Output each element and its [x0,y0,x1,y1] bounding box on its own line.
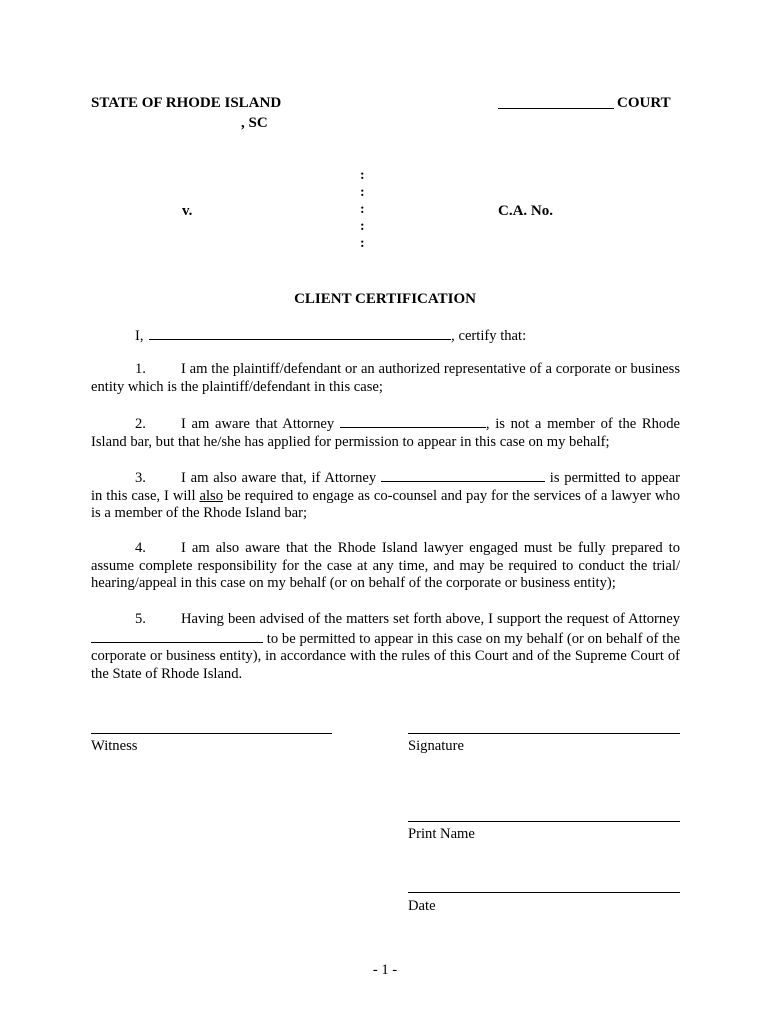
paragraph-number: 4. [135,540,146,556]
intro-prefix: I, [135,328,144,344]
caption-colon: : [360,202,365,217]
paragraph-text-middle: is permitted to appear in this case, I will [91,470,680,504]
print-name-line[interactable] [408,821,680,822]
paragraph-text-after: , is not a member of the Rhode Island bar, but that he/she has applied for permission to appear in this case on my behalf; [91,416,681,450]
underlined-word: also [199,487,223,504]
paragraph-text-after: be required to engage as co-counsel and pay for the services of a lawyer who is a member of the Rhode Island bar; [91,487,681,522]
paragraph-number: 2. [135,416,146,432]
paragraph-number: 3. [135,470,146,486]
paragraph-1 [91,361,680,396]
attorney-label: Attorney [628,611,680,627]
witness-label: Witness [91,738,138,754]
state-heading: STATE OF RHODE ISLAND [91,95,282,111]
court-name-blank[interactable] [498,94,614,109]
client-signature-line[interactable] [408,733,680,734]
caption-colon: : [360,219,365,234]
court-label: COURT [617,95,671,111]
intro-line [135,326,526,345]
date-label: Date [408,898,436,914]
paragraph-text-after: to be permitted to appear in this case on my behalf (or on behalf of the corporate or business entity), in accordance with the rules of this Court and of the Supreme Court of the State of Rhode Island. [91,630,680,682]
attorney-name-blank[interactable] [381,468,545,482]
caption-colon: : [360,168,365,183]
county-suffix: , SC [241,115,268,131]
paragraph-text-before: I am also aware that, if Attorney [181,470,377,486]
date-line[interactable] [408,892,680,893]
paragraph-4 [91,540,680,593]
attorney-name-blank[interactable] [340,414,486,428]
versus-label: v. [182,203,193,219]
case-number-label: C.A. No. [498,203,553,219]
paragraph-number: 5. [135,611,146,627]
signature-label: Signature [408,738,464,754]
paragraph-number: 1. [135,361,146,377]
page-number: - 1 - [372,962,398,978]
print-name-label: Print Name [408,826,475,842]
paragraph-text: I am also aware that the Rhode Island lawyer engaged must be fully prepared to assume complete responsibility for the case at any time, and may be required to conduct the trial/ hearing/appeal in this case on my behalf (or on behalf of the corporate or business entity); [91,540,680,592]
witness-signature-line[interactable] [91,733,332,734]
paragraph-text-first: Having been advised of the matters set forth above, I support the request of [181,611,625,627]
paragraph-3 [91,468,680,523]
attorney-name-blank[interactable] [91,629,263,643]
caption-colon: : [360,185,365,200]
client-name-blank[interactable] [149,326,451,340]
document-title: CLIENT CERTIFICATION [294,291,476,307]
paragraph-5 [91,611,680,683]
intro-suffix: , certify that: [451,328,527,344]
paragraph-text-before: I am aware that Attorney [181,416,335,432]
paragraph-2 [91,414,680,451]
caption-colon: : [360,236,365,251]
paragraph-text: I am the plaintiff/defendant or an authorized representative of a corporate or business entity which is the plaintiff/defendant in this case; [91,361,680,395]
